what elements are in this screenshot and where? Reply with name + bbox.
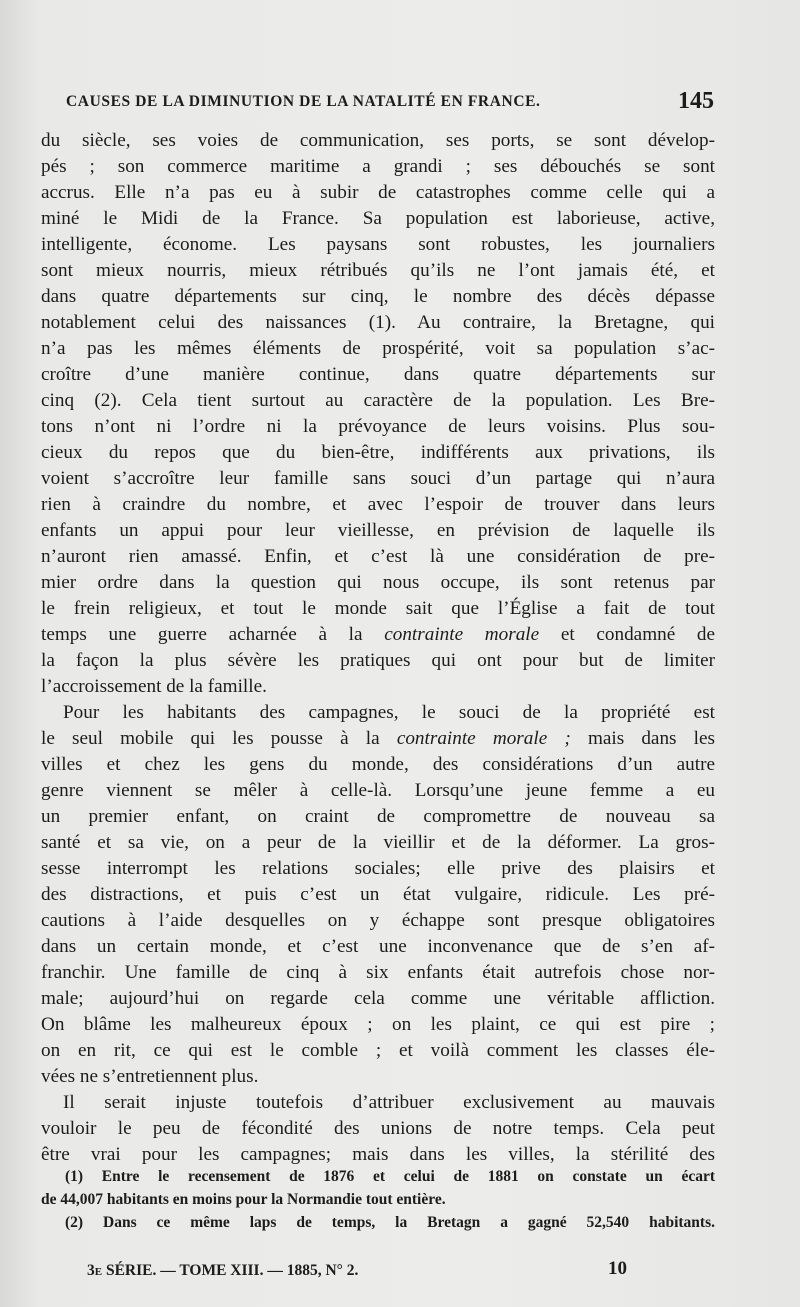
text-line: cieux du repos que du bien-être, indifférents aux privations, ils bbox=[41, 442, 715, 463]
text-line bbox=[41, 622, 715, 648]
text-line: l’accroissement de la famille. bbox=[41, 676, 267, 697]
text-run: et condamné de bbox=[560, 624, 715, 645]
running-title: CAUSES DE LA DIMINUTION DE LA NATALITÉ EN FRANCE. bbox=[66, 93, 541, 110]
emphasis: contrainte morale bbox=[384, 624, 540, 645]
text-line: être vrai pour les campagnes; mais dans les villes, la stérilité des bbox=[41, 1144, 715, 1165]
text-line: sont mieux nourris, mieux rétribués qu’ils ne l’ont jamais été, et bbox=[41, 260, 715, 281]
text-line: genre viennent se mêler à celle-là. Lorsqu’une jeune femme a eu bbox=[41, 780, 715, 801]
footnotes bbox=[41, 1165, 715, 1234]
page-number: 145 bbox=[678, 88, 714, 114]
text-line: miné le Midi de la France. Sa population est laborieuse, active, bbox=[41, 208, 715, 229]
text-run: mais dans les bbox=[587, 728, 715, 749]
text-line: voient s’accroître leur famille sans souci d’un partage qui n’aura bbox=[41, 468, 715, 489]
sheet-number: 10 bbox=[608, 1258, 627, 1279]
text-line: dans quatre départements sur cinq, le nombre des décès dépasse bbox=[41, 286, 715, 307]
text-line: tons n’ont ni l’ordre ni la prévoyance de leurs voisins. Plus sou- bbox=[41, 416, 715, 437]
text-line: croître d’une manière continue, dans quatre départements sur bbox=[41, 364, 715, 385]
text-line: le frein religieux, et tout le monde sait que l’Église a fait de tout bbox=[41, 598, 715, 619]
text-line: des distractions, et puis c’est un état vulgaire, ridicule. Les pré- bbox=[41, 884, 715, 905]
text-line: enfants un appui pour leur vieillesse, en prévision de laquelle ils bbox=[41, 520, 715, 541]
text-line: male; aujourd’hui on regarde cela comme une véritable affliction. bbox=[41, 988, 715, 1009]
text-line bbox=[41, 726, 715, 752]
text-line: du siècle, ses voies de communication, ses ports, se sont dévelop- bbox=[41, 130, 715, 151]
printer-signature bbox=[87, 1258, 627, 1284]
text-line: vouloir le peu de fécondité des unions de notre temps. Cela peut bbox=[41, 1118, 715, 1139]
text-line: dans un certain monde, et c’est une inconvenance que de s’en af- bbox=[41, 936, 715, 957]
text-line: cinq (2). Cela tient surtout au caractère de la population. Les Bre- bbox=[41, 390, 715, 411]
paragraph-3 bbox=[41, 1090, 715, 1168]
text-line: mier ordre dans la question qui nous occupe, ils sont retenus par bbox=[41, 572, 715, 593]
footnote-1: (1) Entre le recensement de 1876 et celui de 1881 on constate un écart bbox=[65, 1168, 715, 1185]
paragraph-1 bbox=[41, 128, 715, 700]
text-line: On blâme les malheureux époux ; on les plaint, ce qui est pire ; bbox=[41, 1014, 715, 1035]
text-line: santé et sa vie, on a peur de la vieillir et de la déformer. La gros- bbox=[41, 832, 715, 853]
text-run: temps une guerre acharnée à la bbox=[41, 624, 363, 645]
text-line: cautions à l’aide desquelles on y échappe sont presque obligatoires bbox=[41, 910, 715, 931]
footnote-1-continued: de 44,007 habitants en moins pour la Normandie tout entière. bbox=[41, 1191, 446, 1208]
text-line: on en rit, ce qui est le comble ; et voilà comment les classes éle- bbox=[41, 1040, 715, 1061]
text-line: Il serait injuste toutefois d’attribuer exclusivement au mauvais bbox=[63, 1092, 715, 1113]
text-line: n’a pas les mêmes éléments de prospérité, voit sa population s’ac- bbox=[41, 338, 715, 359]
footnote-2: (2) Dans ce même laps de temps, la Bretagn a gagné 52,540 habitants. bbox=[65, 1214, 715, 1231]
paragraph-2 bbox=[41, 700, 715, 1090]
text-line: intelligente, économe. Les paysans sont robustes, les journaliers bbox=[41, 234, 715, 255]
text-line: sesse interrompt les relations sociales; elle prive des plaisirs et bbox=[41, 858, 715, 879]
page-header bbox=[66, 88, 714, 123]
text-line: la façon la plus sévère les pratiques qui ont pour but de limiter bbox=[41, 650, 715, 671]
text-line: rien à craindre du nombre, et avec l’espoir de trouver dans leurs bbox=[41, 494, 715, 515]
text-line: villes et chez les gens du monde, des considérations d’un autre bbox=[41, 754, 715, 775]
text-run: le seul mobile qui les pousse à la bbox=[41, 728, 380, 749]
text-line: pés ; son commerce maritime a grandi ; ses débouchés se sont bbox=[41, 156, 715, 177]
text-line: n’auront rien amassé. Enfin, et c’est là une considération de pre- bbox=[41, 546, 715, 567]
emphasis: contrainte morale ; bbox=[396, 728, 571, 749]
text-line: franchir. Une famille de cinq à six enfants était autrefois chose nor- bbox=[41, 962, 715, 983]
text-line: vées ne s’entretiennent plus. bbox=[41, 1066, 259, 1087]
text-line: notablement celui des naissances (1). Au contraire, la Bretagne, qui bbox=[41, 312, 715, 333]
series-info: 3e SÉRIE. — TOME XIII. — 1885, N° 2. bbox=[87, 1262, 359, 1279]
body-text bbox=[41, 128, 715, 1168]
text-line: un premier enfant, on craint de compromettre de nouveau sa bbox=[41, 806, 715, 827]
text-line: Pour les habitants des campagnes, le souci de la propriété est bbox=[63, 702, 715, 723]
text-line: accrus. Elle n’a pas eu à subir de catastrophes comme celle qui a bbox=[41, 182, 715, 203]
